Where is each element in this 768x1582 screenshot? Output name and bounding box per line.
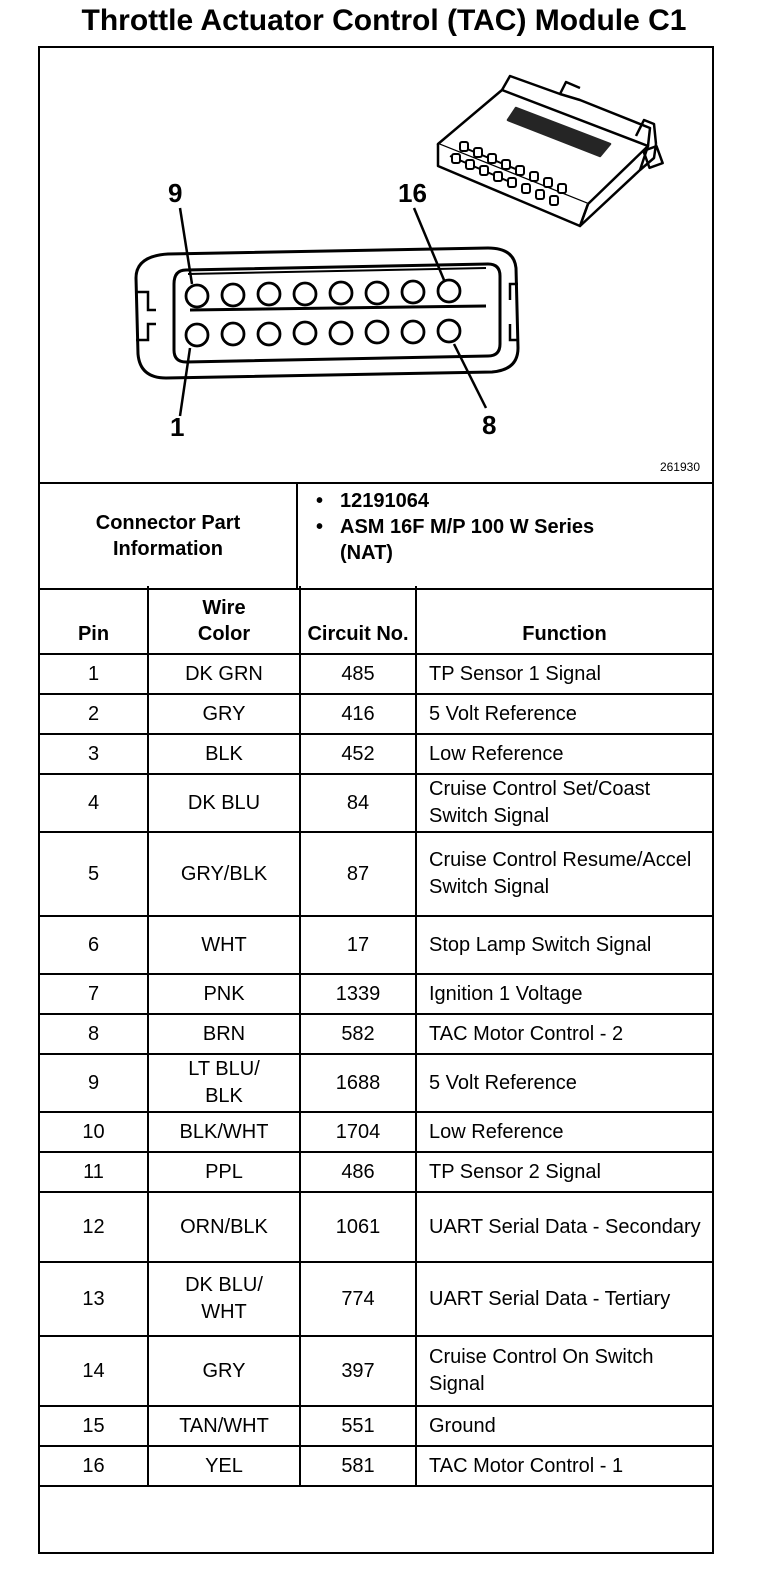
function-cell: Ignition 1 Voltage (416, 974, 712, 1014)
pin-label-1: 1 (170, 412, 185, 442)
pin-label-9: 9 (168, 178, 183, 208)
wire-color-cell: BLK (148, 734, 300, 774)
table-row (40, 774, 712, 832)
wire-color-cell: WHT (148, 916, 300, 974)
pin-cell: 1 (40, 654, 148, 694)
table-header-row (40, 586, 712, 654)
table-row (40, 974, 712, 1014)
header-function: Function (416, 586, 712, 654)
pin-label-8: 8 (482, 410, 497, 440)
connector-drawing (40, 48, 712, 482)
function-cell: Cruise Control On Switch Signal (416, 1336, 712, 1406)
pin-cell: 15 (40, 1406, 148, 1446)
function-cell: Ground (416, 1406, 712, 1446)
function-cell: UART Serial Data - Secondary (416, 1192, 712, 1262)
circuit-cell: 1704 (300, 1112, 416, 1152)
table-row (40, 1446, 712, 1486)
wire-color-cell: YEL (148, 1446, 300, 1486)
connector-part-series: • ASM 16F M/P 100 W Series (NAT) (316, 514, 630, 566)
wire-color-cell: GRY (148, 1336, 300, 1406)
wire-color-cell: ORN/BLK (148, 1192, 300, 1262)
connector-part-list (316, 488, 630, 566)
function-cell: TP Sensor 2 Signal (416, 1152, 712, 1192)
table-row (40, 694, 712, 734)
wire-color-cell: DK BLU/ WHT (148, 1262, 300, 1336)
pin-cell: 12 (40, 1192, 148, 1262)
table-row (40, 654, 712, 694)
pinout-table (40, 586, 712, 1487)
pin-cell: 4 (40, 774, 148, 832)
function-cell: TP Sensor 1 Signal (416, 654, 712, 694)
table-row (40, 734, 712, 774)
pinout-rows (40, 654, 712, 1486)
table-row (40, 916, 712, 974)
circuit-cell: 17 (300, 916, 416, 974)
pin-cell: 3 (40, 734, 148, 774)
wire-color-cell: DK BLU (148, 774, 300, 832)
table-row (40, 1014, 712, 1054)
connector-part-number: • 12191064 (316, 488, 630, 514)
wire-color-cell: LT BLU/ BLK (148, 1054, 300, 1112)
table-row (40, 832, 712, 916)
circuit-cell: 581 (300, 1446, 416, 1486)
pin-cell: 5 (40, 832, 148, 916)
pin-cell: 16 (40, 1446, 148, 1486)
pin-label-16: 16 (398, 178, 427, 208)
wire-color-cell: BRN (148, 1014, 300, 1054)
connector-part-info-label: Connector Part Information (40, 484, 298, 588)
table-row (40, 1152, 712, 1192)
circuit-cell: 774 (300, 1262, 416, 1336)
connector-part-info (40, 484, 712, 590)
wire-color-cell: TAN/WHT (148, 1406, 300, 1446)
wire-color-cell: GRY/BLK (148, 832, 300, 916)
circuit-cell: 452 (300, 734, 416, 774)
function-cell: 5 Volt Reference (416, 1054, 712, 1112)
circuit-cell: 84 (300, 774, 416, 832)
connector-sheet (38, 46, 714, 1554)
function-cell: Low Reference (416, 734, 712, 774)
wire-color-cell: PPL (148, 1152, 300, 1192)
function-cell: TAC Motor Control - 1 (416, 1446, 712, 1486)
function-cell: 5 Volt Reference (416, 694, 712, 734)
circuit-cell: 1339 (300, 974, 416, 1014)
header-pin: Pin (40, 586, 148, 654)
figure-id: 261930 (659, 460, 700, 474)
connector-diagram (40, 48, 712, 484)
function-cell: Cruise Control Resume/Accel Switch Signal (416, 832, 712, 916)
pin-cell: 8 (40, 1014, 148, 1054)
pin-cell: 6 (40, 916, 148, 974)
pin-cell: 7 (40, 974, 148, 1014)
header-wire-color: Wire Color (148, 586, 300, 654)
function-cell: Cruise Control Set/Coast Switch Signal (416, 774, 712, 832)
circuit-cell: 582 (300, 1014, 416, 1054)
table-row (40, 1112, 712, 1152)
function-cell: Stop Lamp Switch Signal (416, 916, 712, 974)
wire-color-cell: GRY (148, 694, 300, 734)
circuit-cell: 551 (300, 1406, 416, 1446)
circuit-cell: 416 (300, 694, 416, 734)
function-cell: TAC Motor Control - 2 (416, 1014, 712, 1054)
circuit-cell: 1688 (300, 1054, 416, 1112)
circuit-cell: 87 (300, 832, 416, 916)
table-row (40, 1406, 712, 1446)
wire-color-cell: DK GRN (148, 654, 300, 694)
pin-cell: 11 (40, 1152, 148, 1192)
table-row (40, 1192, 712, 1262)
header-circuit: Circuit No. (300, 586, 416, 654)
circuit-cell: 486 (300, 1152, 416, 1192)
function-cell: Low Reference (416, 1112, 712, 1152)
pin-cell: 14 (40, 1336, 148, 1406)
circuit-cell: 397 (300, 1336, 416, 1406)
table-row (40, 1336, 712, 1406)
pin-cell: 9 (40, 1054, 148, 1112)
circuit-cell: 1061 (300, 1192, 416, 1262)
pin-cell: 10 (40, 1112, 148, 1152)
function-cell: UART Serial Data - Tertiary (416, 1262, 712, 1336)
wire-color-cell: BLK/WHT (148, 1112, 300, 1152)
table-row (40, 1262, 712, 1336)
page-title: Throttle Actuator Control (TAC) Module C1 (81, 4, 687, 37)
wire-color-cell: PNK (148, 974, 300, 1014)
pin-cell: 2 (40, 694, 148, 734)
circuit-cell: 485 (300, 654, 416, 694)
pin-cell: 13 (40, 1262, 148, 1336)
table-row (40, 1054, 712, 1112)
